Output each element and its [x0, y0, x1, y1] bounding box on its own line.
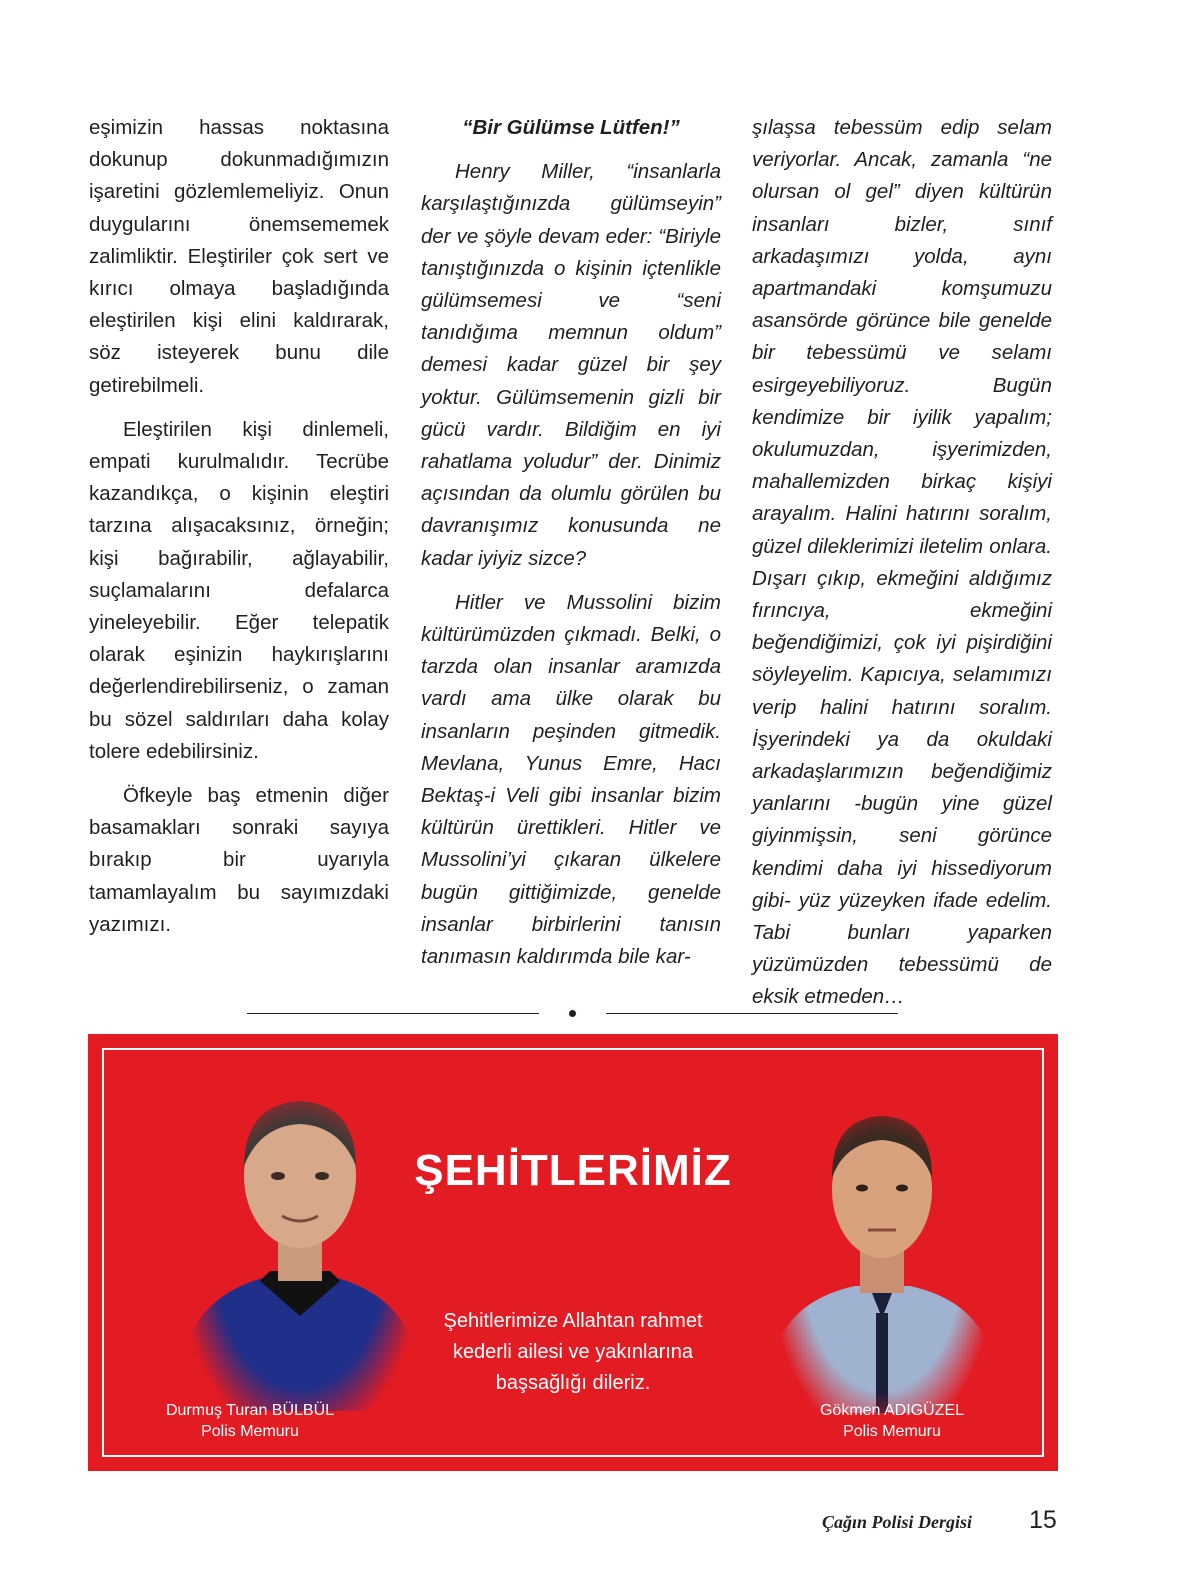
- page-number: 15: [1029, 1506, 1057, 1534]
- message-line: başsağlığı dileriz.: [495, 1372, 651, 1394]
- message-line: kederli ailesi ve yakınlarına: [452, 1341, 694, 1363]
- paragraph: eşimizin hassas noktasına dokunup dokunmadığımızın işaretini gözlemlemeliyiz. Onun duygularını önemsememek zalimliktir. Eleştiriler çok sert ve kırıcı olmaya başladığında eleştirilen kişi elini kaldırarak, söz isteyerek bunu dile getirebilmeli.: [89, 116, 389, 397]
- article-column-2: [421, 112, 721, 973]
- section-heading: “Bir Gülümse Lütfen!”: [462, 116, 680, 139]
- magazine-name: Çağın Polisi Dergisi: [822, 1512, 973, 1532]
- condolence-message: [408, 1306, 738, 1399]
- paragraph: Eleştirilen kişi dinlemeli, empati kurulmalıdır. Tecrübe kazandıkça, o kişinin eleştiri tarzına alışacaksınız, örneğin; kişi bağırabilir, ağlayabilir, suçlamalarını defalarca yineleyebilir. Eğer telepatik olarak eşinizin haykırışlarını değerlendirebilirseniz, o zaman bu sözel saldırıları daha kolay tolere edebilirsiniz.: [89, 417, 389, 763]
- paragraph: şılaşsa tebessüm edip selam veriyorlar. Ancak, zamanla “ne olursan ol gel” diyen kültürün insanları bizler, sınıf arkadaşımızı yolda, aynı apartmandaki komşumuzu asansörde görünce bile genelde bir tebessümü ve selamı esirgeyebiliyoruz. Bugün kendimize bir iyilik yapalım; okulumuzdan, işyerimizden, mahallemizden birkaç kişiyi arayalım. Halini hatırını soralım, güzel dileklerimizi iletelim onlara. Dışarı çıkıp, ekmeğini aldığımız fırıncıya, ekmeğini beğendiğimizi, çok iyi pişirdiğini söyleyelim. Kapıcıya, selamımızı verip halini hatırını soralım. İşyerindeki ya da okuldaki arkadaşlarımızın beğendiğimiz yanlarını -bugün yine güzel giyinmişsin, seni görünce kendimi daha iyi hissediyorum gibi- yüz yüzeyken ifade edelim. Tabi bunları yaparken yüzümüzden tebessümü de eksik etmeden…: [752, 116, 1052, 1009]
- message-line: Şehitlerimize Allahtan rahmet: [443, 1310, 703, 1332]
- paragraph: Öfkeyle baş etmenin diğer basamakları sonraki sayıya bırakıp bir uyarıyla tamamlayalım bu sayımızdaki yazımızı.: [89, 784, 389, 936]
- person-name: Durmuş Turan BÜLBÜL: [165, 1402, 335, 1419]
- separator-dot: [569, 1010, 576, 1017]
- paragraph: Hitler ve Mussolini bizim kültürümüzden çıkmadı. Belki, o tarzda olan insanlar aramızda vardı ama ülke olarak bu insanların peşinden gitmedik. Mevlana, Yunus Emre, Hacı Bektaş-i Veli gibi insanlar bizim kültürün ürettikleri. Hitler ve Mussolini’yi çıkaran ülkelere bugün gittiğimizde, genelde insanlar birbirlerini tanısın tanımasın kaldırımda bile kar-: [421, 590, 721, 969]
- separator-line: [247, 1013, 539, 1014]
- caption-left: [110, 1400, 390, 1442]
- portrait-photo-left: [190, 1066, 410, 1411]
- person-name: Gökmen ADIGÜZEL: [819, 1402, 965, 1419]
- caption-right: [752, 1400, 1032, 1442]
- martyrs-banner: [88, 1034, 1058, 1471]
- person-rank: Polis Memuru: [843, 1423, 941, 1440]
- article-column-3: [752, 112, 1052, 1014]
- portrait-photo-right: [780, 1078, 985, 1413]
- person-rank: Polis Memuru: [201, 1423, 299, 1440]
- separator-line: [606, 1013, 898, 1014]
- banner-title: ŞEHİTLERİMİZ: [414, 1146, 732, 1195]
- paragraph: Henry Miller, “insanlarla karşılaştığınızda gülümseyin” der ve şöyle devam eder: “Biriyle tanıştığınızda o kişinin içtenlikle gülümsemesi ve “seni tanıdığıma memnun oldum” demesi kadar güzel bir şey yoktur. Gülümsemenin gizli bir gücü vardır. Bildiğim en iyi rahatlama yoludur” der. Dinimiz açısından da olumlu görülen bu davranışımız konusunda ne kadar iyiyiz sizce?: [421, 160, 721, 570]
- article-column-1: [89, 112, 389, 941]
